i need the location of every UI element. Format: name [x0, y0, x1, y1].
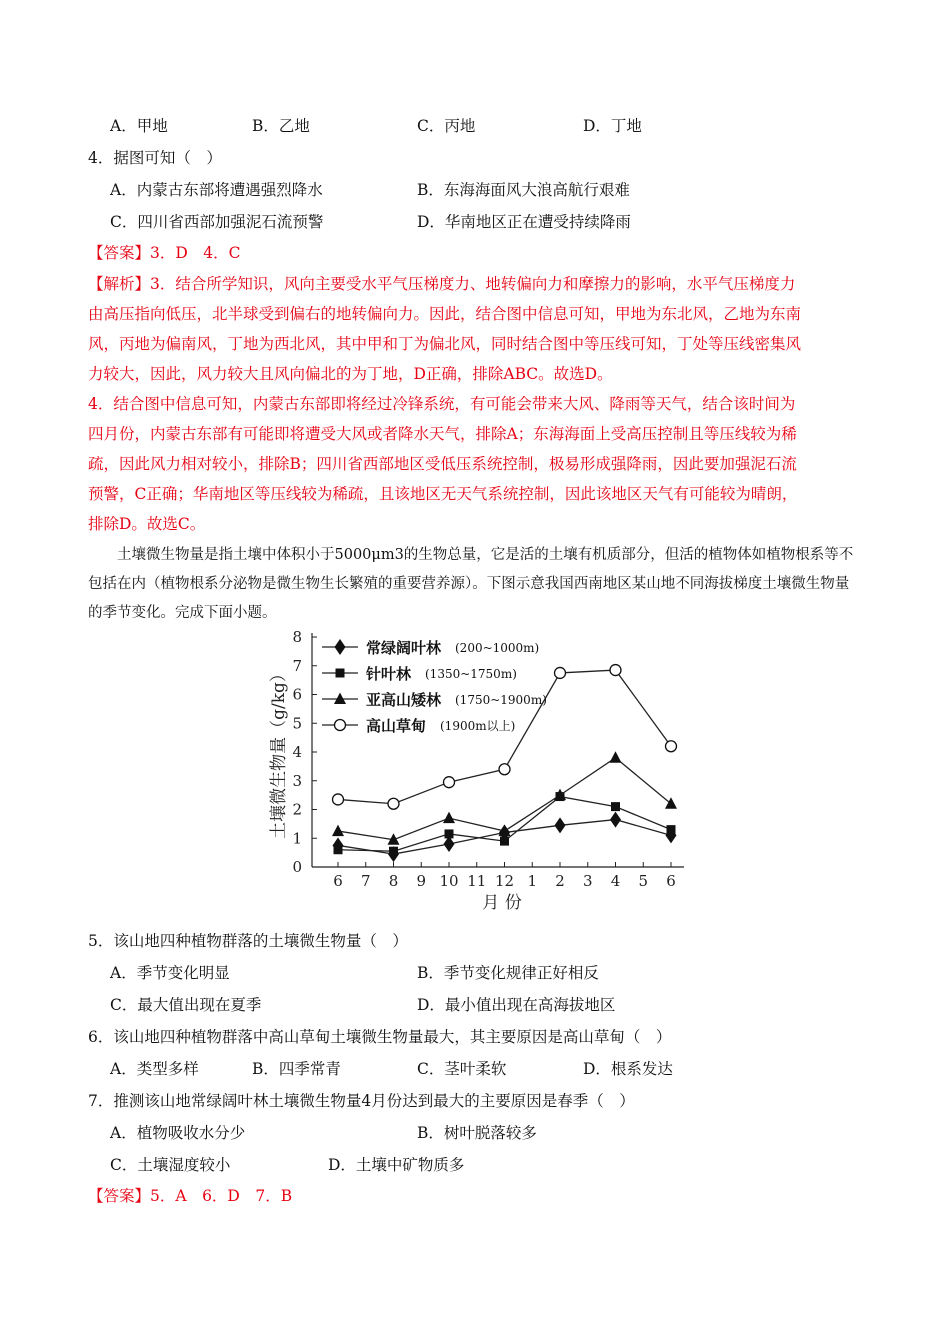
q6-option-a: A．类型多样	[110, 1060, 199, 1078]
data-point-circle	[666, 741, 677, 752]
x-tick-label: 6	[333, 872, 343, 890]
q7-option-c: C．土壤湿度较小	[110, 1156, 231, 1174]
y-tick-label: 1	[292, 829, 302, 848]
answer-3-4	[88, 241, 241, 263]
answer-text: 5．A 6．D 7．B	[150, 1187, 293, 1205]
data-point-triangle	[443, 812, 455, 824]
data-point-circle	[388, 798, 399, 809]
y-axis-label: 土壤微生物量（g/kg）	[269, 665, 289, 839]
x-tick-label: 12	[494, 872, 515, 890]
legend-range: (1900m以上)	[440, 719, 516, 733]
y-tick-label: 7	[292, 656, 302, 675]
x-tick-label: 11	[467, 872, 487, 890]
q4-option-c: C．四川省西部加强泥石流预警	[110, 213, 324, 231]
data-point-diamond	[555, 817, 566, 833]
x-tick-label: 4	[610, 872, 621, 890]
analysis-tag: 【解析】	[88, 275, 151, 293]
q6-stem: 6．该山地四种植物群落中高山草甸土壤微生物量最大，其主要原因是高山草甸（ ）	[88, 1028, 672, 1046]
soil-biomass-chart	[0, 625, 950, 925]
legend-marker-triangle	[334, 693, 346, 705]
q4-option-d: D．华南地区正在遭受持续降雨	[417, 213, 631, 231]
x-tick-label: 3	[582, 872, 593, 890]
legend-marker-diamond	[335, 639, 346, 655]
data-point-triangle	[332, 825, 344, 837]
legend-range: (1750~1900m)	[455, 693, 547, 707]
x-tick-label: 2	[555, 872, 565, 890]
q7-option-d: D．土壤中矿物质多	[328, 1156, 465, 1174]
q7-stem: 7．推测该山地常绿阔叶林土壤微生物量4月份达到最大的主要原因是春季（ ）	[88, 1092, 635, 1110]
data-point-triangle	[665, 797, 677, 809]
legend-label: 常绿阔叶林	[366, 639, 442, 657]
analysis-3-line-3: 风，丙地为偏南风，丁地为西北风，其中甲和丁为偏北风，同时结合图中等压线可知，丁处等压线密集风	[88, 335, 802, 353]
data-point-diamond	[610, 812, 621, 828]
y-tick-label: 8	[292, 628, 302, 646]
q4-option-a: A．内蒙古东部将遭遇强烈降水	[110, 181, 323, 199]
legend-marker-square	[336, 669, 345, 678]
y-tick-label: 4	[292, 743, 302, 761]
q6-option-c: C．茎叶柔软	[417, 1060, 507, 1078]
intro-paragraph: 土壤微生物量是指土壤中体积小于5000μm3的生物总量，它是活的土壤有机质部分，但活的植物体如植物根系等不包括在内（植物根系分泌物是微生物生长繁殖的重要营养源）。下图示意我国西南地区某山地不同海拔梯度土壤微生物量的季节变化。完成下面小题。	[88, 547, 854, 621]
analysis-4-line-3: 疏，因此风力相对较小，排除B；四川省西部地区受低压系统控制，极易形成强降雨，因此要加强泥石流	[88, 455, 797, 473]
q5-option-a: A．季节变化明显	[110, 964, 230, 982]
q3-option-c: C．丙地	[417, 117, 476, 135]
q3-option-d: D．丁地	[583, 117, 642, 135]
q7-option-b: B．树叶脱落较多	[417, 1124, 537, 1142]
analysis-line	[88, 272, 795, 294]
analysis-3-line-1: 3．结合所学知识，风向主要受水平气压梯度力、地转偏向力和摩擦力的影响，水平气压梯度力	[150, 275, 796, 293]
y-tick-label: 3	[292, 771, 302, 790]
answer-tag: 【答案】	[88, 1187, 151, 1205]
data-point-square	[667, 825, 676, 834]
x-tick-label: 7	[360, 872, 371, 890]
x-tick-label: 10	[439, 872, 459, 890]
q3-option-b: B．乙地	[252, 117, 310, 135]
x-tick-label: 1	[527, 872, 538, 890]
legend-label: 针叶林	[366, 665, 412, 683]
analysis-3-line-2: 由高压指向低压，北半球受到偏右的地转偏向力。因此，结合图中信息可知，甲地为东北风，乙地为东南	[88, 305, 802, 323]
x-tick-label: 6	[666, 872, 676, 890]
chart-legend	[322, 639, 547, 735]
analysis-4-line-1: 4．结合图中信息可知，内蒙古东部即将经过冷锋系统，有可能会带来大风、降雨等天气，结合该时间为	[88, 395, 796, 413]
analysis-4-line-4: 预警，C正确；华南地区等压线较为稀疏，且该地区无天气系统控制，因此该地区天气有可能较为晴朗，	[88, 485, 798, 503]
answer-tag: 【答案】	[88, 244, 151, 262]
legend-label: 高山草甸	[366, 717, 427, 735]
y-tick-label: 5	[292, 714, 302, 733]
data-point-square	[500, 837, 509, 846]
data-point-circle	[333, 794, 344, 805]
data-point-circle	[444, 777, 455, 788]
data-point-circle	[555, 667, 566, 678]
q7-option-a: A．植物吸收水分少	[110, 1124, 246, 1142]
y-tick-label: 2	[292, 800, 302, 819]
analysis-4-line-5: 排除D。故选C。	[88, 515, 206, 533]
answer-text: 3．D 4．C	[150, 244, 241, 262]
q4-stem: 4．据图可知（ ）	[88, 149, 222, 167]
q5-option-d: D．最小值出现在高海拔地区	[417, 996, 616, 1014]
data-point-triangle	[610, 751, 622, 763]
y-tick-label: 0	[292, 858, 302, 876]
legend-label: 亚高山矮林	[366, 691, 442, 709]
data-point-square	[445, 829, 454, 838]
x-axis-label: 月 份	[482, 893, 522, 913]
q6-option-d: D．根系发达	[583, 1060, 673, 1078]
q6-option-b: B．四季常青	[252, 1060, 341, 1078]
analysis-4-line-2: 四月份，内蒙古东部有可能即将遭受大风或者降水天气，排除A；东海海面上受高压控制且等压线较为稀	[88, 425, 797, 443]
y-tick-label: 6	[292, 685, 302, 704]
q5-option-b: B．季节变化规律正好相反	[417, 964, 599, 982]
data-point-circle	[610, 665, 621, 676]
data-point-square	[334, 845, 343, 854]
analysis-3-line-4: 力较大，因此，风力较大且风向偏北的为丁地，D正确，排除ABC。故选D。	[88, 365, 613, 383]
q3-option-a: A．甲地	[110, 117, 168, 135]
legend-marker-circle	[335, 720, 346, 731]
x-tick-label: 8	[388, 872, 399, 890]
q5-stem: 5．该山地四种植物群落的土壤微生物量（ ）	[88, 932, 408, 950]
x-tick-label: 9	[416, 872, 427, 890]
data-point-square	[611, 802, 620, 811]
legend-range: (1350~1750m)	[425, 667, 517, 681]
x-tick-label: 5	[638, 872, 649, 890]
data-point-square	[389, 847, 398, 856]
answer-5-7	[88, 1184, 292, 1206]
q5-option-c: C．最大值出现在夏季	[110, 996, 262, 1014]
data-point-circle	[499, 764, 510, 775]
q4-option-b: B．东海海面风大浪高航行艰难	[417, 181, 630, 199]
legend-range: (200~1000m)	[455, 641, 540, 655]
